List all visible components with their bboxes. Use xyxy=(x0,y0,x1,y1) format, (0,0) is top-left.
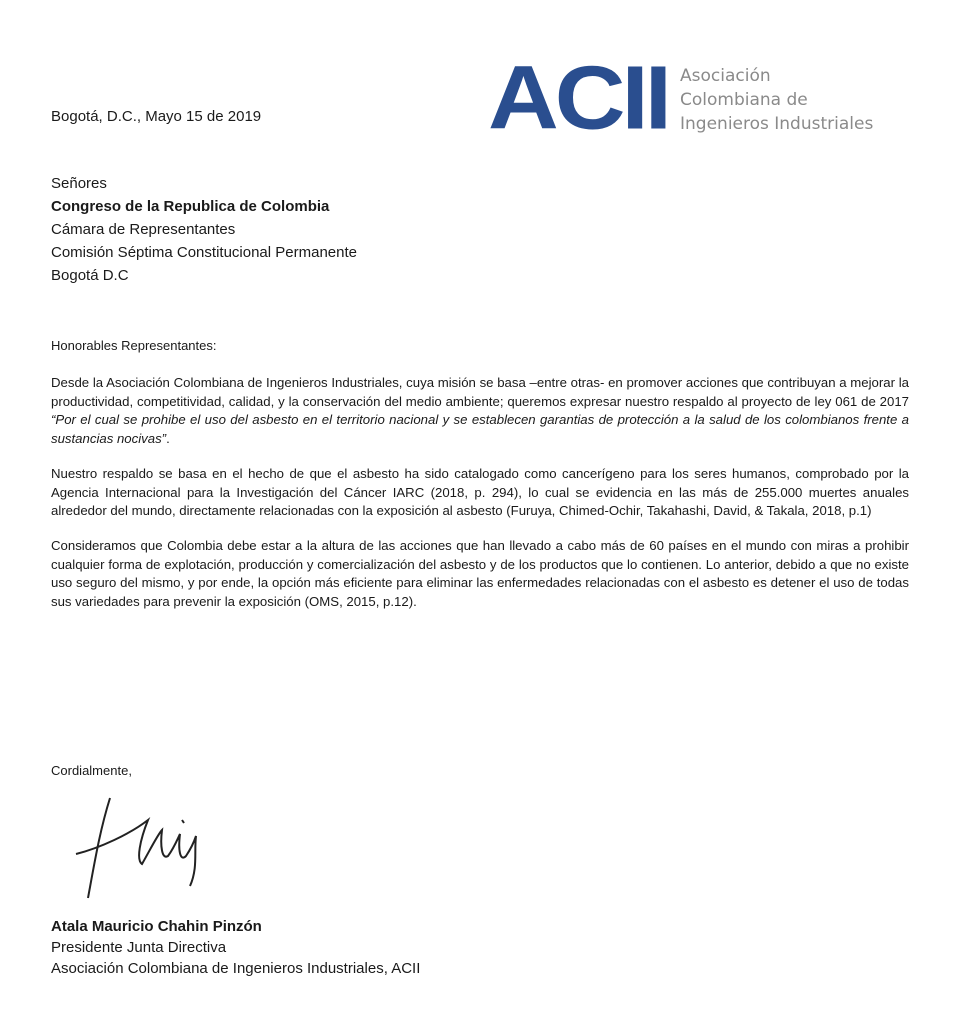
logo-text xyxy=(680,64,873,136)
salutation: Honorables Representantes: xyxy=(51,338,217,353)
paragraph-1 xyxy=(51,374,909,449)
paragraph-2: Nuestro respaldo se basa en el hecho de que el asbesto ha sido catalogado como cancerígeno para los seres humanos, comprobado por la Agencia Internacional para la Investigación del Cáncer IARC (2018, p. 294), lo cual se evidencia en las más de 255.000 muertes anuales alrededor del mundo, directamente relacionadas con la exposición al asbesto (Furuya, Chimed-Ochir, Takahashi, David, & Takala, 2018, p.1) xyxy=(51,465,909,519)
recipient-line-5: Bogotá D.C xyxy=(51,267,129,284)
paragraph-3: Consideramos que Colombia debe estar a la altura de las acciones que han llevado a cabo más de 60 países en el mundo con miras a prohibir cualquier forma de explotación, producción y comercialización del asbesto y de los productos que lo contienen. Lo anterior, debido a que no existe uso seguro del mismo, y por ende, la opción más eficiente para eliminar las enfermedades relacionadas con el asbesto es detener el uso de todas sus variedades para prevenir la exposición (OMS, 2015, p.12). xyxy=(51,537,909,610)
paragraph-1-italic: “Por el cual se prohibe el uso del asbesto en el territorio nacional y se establecen garantias de protección a la salud de los colombianos frente a sustancias nocivas” xyxy=(51,412,909,447)
signer-block xyxy=(51,916,420,979)
recipient-line-2: Congreso de la Republica de Colombia xyxy=(51,198,330,215)
recipient-line-4: Comisión Séptima Constitucional Permanente xyxy=(51,244,357,261)
recipient-line-1: Señores xyxy=(51,175,107,192)
letter-body xyxy=(51,374,909,628)
acii-logo xyxy=(488,46,874,148)
logo-text-line-1: Asociación xyxy=(680,66,771,86)
logo-text-line-2: Colombiana de xyxy=(680,90,808,110)
closing: Cordialmente, xyxy=(51,763,132,778)
letter-date: Bogotá, D.C., Mayo 15 de 2019 xyxy=(51,108,262,125)
logo-text-line-3: Ingenieros Industriales xyxy=(680,114,874,134)
logo-mark: ACII xyxy=(488,46,668,148)
signer-name: Atala Mauricio Chahin Pinzón xyxy=(51,918,262,935)
signature-image xyxy=(70,790,210,910)
signer-role: Presidente Junta Directiva xyxy=(51,939,227,956)
recipient-block xyxy=(51,172,357,287)
paragraph-1-end: . xyxy=(166,431,170,447)
recipient-line-3: Cámara de Representantes xyxy=(51,221,236,238)
signer-org: Asociación Colombiana de Ingenieros Industriales, ACII xyxy=(51,960,421,977)
paragraph-1-text: Desde la Asociación Colombiana de Ingenieros Industriales, cuya misión se basa –entre otras- en promover acciones que contribuyan a mejorar la productividad, competitividad, calidad, y la conservación del medio ambiente; queremos expresar nuestro respaldo al proyecto de ley 061 de 2017 xyxy=(51,375,909,409)
